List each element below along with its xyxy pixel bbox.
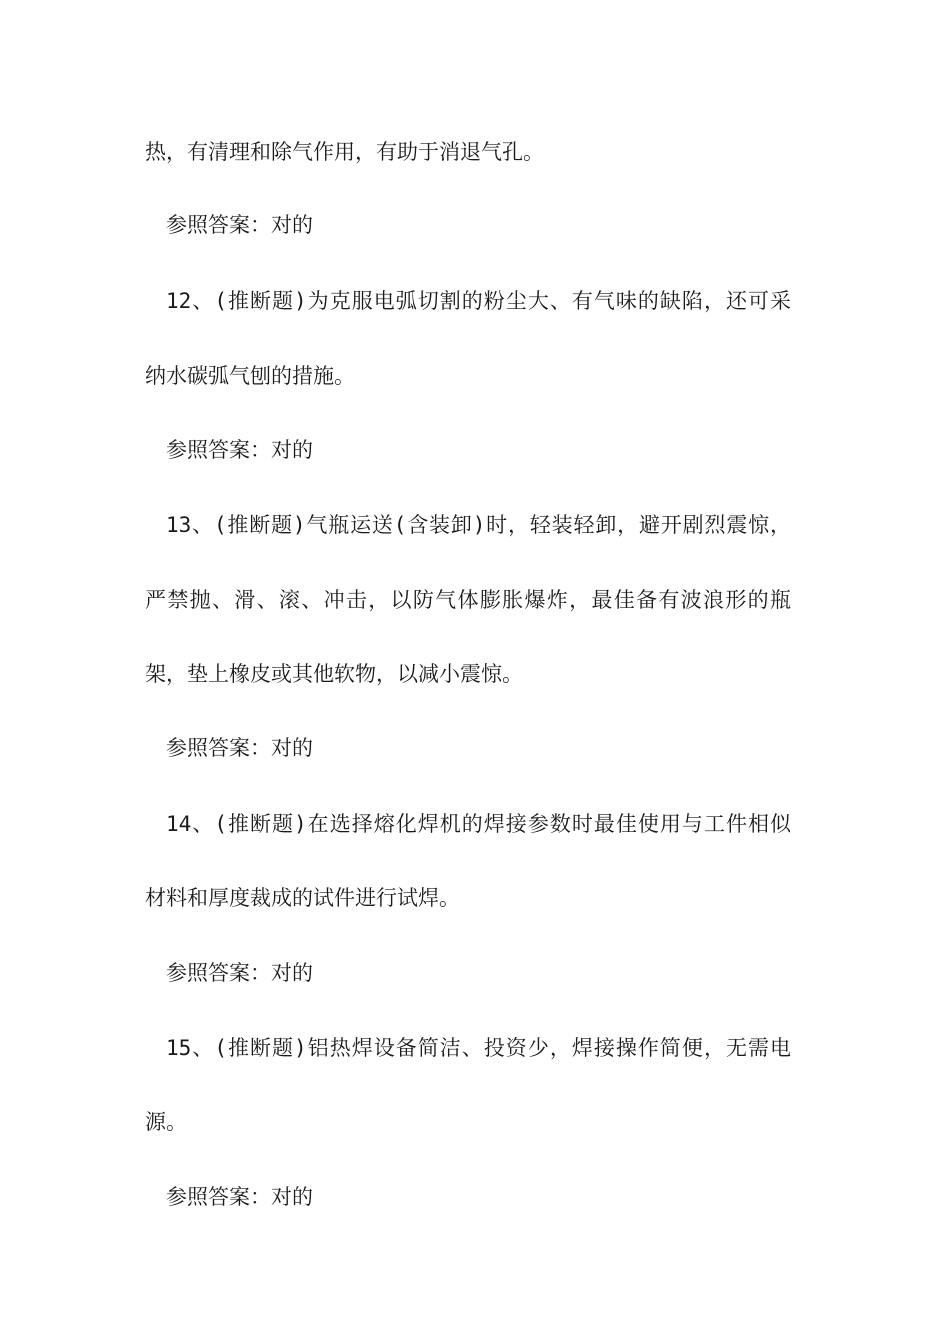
reference-answer: 参照答案：对的	[166, 736, 313, 760]
question-15-line-2: 源。	[145, 1110, 187, 1134]
question-14-line-2: 材料和厚度裁成的试件进行试焊。	[145, 886, 460, 910]
reference-answer: 参照答案：对的	[166, 213, 313, 237]
question-12-line-2: 纳水碳弧气刨的措施。	[145, 364, 355, 388]
question-13-line-1: 13、(推断题)气瓶运送(含装卸)时，轻装轻卸，避开剧烈震惊，	[166, 513, 791, 537]
reference-answer: 参照答案：对的	[166, 961, 313, 985]
question-text-line: 热，有清理和除气作用，有助于消退气孔。	[145, 140, 544, 164]
question-13-line-3: 架，垫上橡皮或其他软物，以减小震惊。	[145, 662, 523, 686]
reference-answer: 参照答案：对的	[166, 438, 313, 462]
question-12-line-1: 12、(推断题)为克服电弧切割的粉尘大、有气味的缺陷，还可采	[166, 289, 791, 313]
question-14-line-1: 14、(推断题)在选择熔化焊机的焊接参数时最佳使用与工件相似	[166, 812, 791, 836]
question-13-line-2: 严禁抛、滑、滚、冲击，以防气体膨胀爆炸，最佳备有波浪形的瓶	[145, 588, 791, 612]
question-15-line-1: 15、(推断题)铝热焊设备简洁、投资少，焊接操作简便，无需电	[166, 1036, 791, 1060]
reference-answer: 参照答案：对的	[166, 1185, 313, 1209]
